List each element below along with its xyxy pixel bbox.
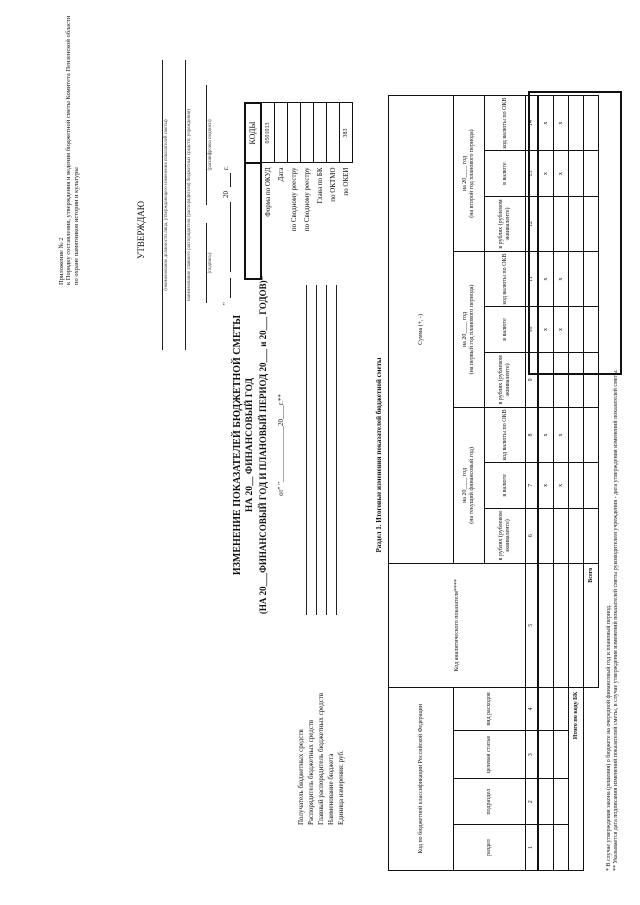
- header-vid: вид расходов: [454, 687, 526, 731]
- codes-table: [244, 102, 353, 280]
- vsego-row: [584, 96, 599, 871]
- x-cell: х: [554, 151, 569, 197]
- x-cell: х: [538, 407, 554, 462]
- p3-sub-okv: код валюты по ОКВ: [485, 96, 526, 151]
- codes-label-oktmo: по ОКТМО: [328, 167, 337, 202]
- label-unit: Единица измерения: руб.: [337, 750, 345, 825]
- appendix-line-1: Приложение № 2: [58, 237, 65, 285]
- header-period-1: [454, 407, 485, 563]
- col-num: 8: [526, 407, 539, 462]
- p3-sub-val: в валюте: [485, 151, 526, 197]
- budget-name-line: [336, 285, 337, 615]
- period-3-na: на 20____ год: [462, 155, 469, 192]
- approve-date-g: г.: [222, 166, 230, 170]
- manager-caption: наименование главного распорядителя (распорядителя) бюджетных средств; учреждения): [187, 109, 192, 301]
- footnote-2: ** Указывается дата подписания изменений показателей сметы, в случае утверждения изменений показателей сметы руководителем учреждения - дата утверждения изменений показателей сметы.: [612, 369, 619, 871]
- p1-sub-val: в валюте: [485, 462, 526, 508]
- decoding-caption: (расшифровка подписи): [208, 119, 213, 171]
- x-cell: х: [554, 307, 569, 353]
- itogo-row: [569, 96, 584, 871]
- period-2-desc: (на первый год планового периода): [469, 284, 475, 375]
- col-num: 1: [526, 825, 539, 871]
- col-num: 5: [526, 563, 539, 687]
- signature-caption: (подпись): [208, 252, 213, 274]
- col-num: 14: [526, 96, 539, 151]
- codes-value-registry-2: [301, 103, 314, 163]
- x-cell: х: [538, 151, 554, 197]
- vsego-label: Всего: [584, 563, 599, 687]
- codes-label-registry-2: по Сводному реестру: [302, 167, 311, 232]
- title-line-2: НА 20__ ФИНАНСОВЫЙ ГОД: [245, 377, 255, 513]
- approve-date-year: 20: [222, 191, 230, 198]
- x-cell: х: [538, 307, 554, 353]
- period-1-desc: (на текущий финансовый год): [469, 447, 475, 524]
- label-recipient: Получатель бюджетных средств: [297, 729, 305, 825]
- col-num: 4: [526, 687, 539, 731]
- table-row: [554, 96, 569, 871]
- p2-sub-val: в валюте: [485, 307, 526, 353]
- x-cell: х: [554, 252, 569, 307]
- approve-year-line: [230, 173, 231, 187]
- left-labels: [297, 625, 347, 825]
- approve-heading: УТВЕРЖДАЮ: [136, 201, 146, 260]
- appendix-line-2: к Порядку составления, утверждения и ведения бюджетной сметы Комитета Пензенской области: [65, 15, 73, 285]
- header-bk: Код по бюджетной классификации Российской Федерации: [389, 687, 454, 870]
- codes-label-bk: Глава по БК: [315, 167, 324, 204]
- section-title: Раздел 1. Итоговые изменения показателей бюджетной сметы: [375, 357, 383, 553]
- p3-sub-rub: в рублях (рублевом эквиваленте): [485, 197, 526, 252]
- codes-value-bk: [314, 103, 327, 163]
- col-num: 10: [526, 307, 539, 353]
- codes-value-okei: 383: [340, 103, 353, 163]
- col-num: 3: [526, 731, 539, 779]
- col-num: 12: [526, 197, 539, 252]
- col-num: 9: [526, 352, 539, 407]
- title-line-3: (НА 20___ФИНАНСОВЫЙ ГОД И ПЛАНОВЫЙ ПЕРИОД 20___ и 20___ ГОДОВ)*: [258, 275, 268, 615]
- footnote-1: * В случае утверждения закона (решения) о бюджете на очередной финансовый год и плановый период.: [606, 604, 612, 871]
- itogo-label: Итого по коду БК: [569, 687, 584, 870]
- col-num: 7: [526, 462, 539, 508]
- approve-month-line: [230, 202, 231, 272]
- period-3-desc: (на второй год планового периода): [469, 129, 475, 218]
- label-distributor: Распорядитель бюджетных средств: [307, 719, 315, 825]
- label-budget-name: Наименование бюджета: [327, 753, 335, 825]
- col-num: 6: [526, 508, 539, 563]
- column-numbers-row: [526, 96, 539, 871]
- col-num: 2: [526, 779, 539, 825]
- p2-sub-rub: в рублях (рублевом эквиваленте): [485, 352, 526, 407]
- period-2-na: на 20____ год: [462, 311, 469, 348]
- appendix-line-3: по охране памятников истории и культуры: [72, 167, 80, 285]
- main-distributor-line: [326, 285, 327, 615]
- codes-label-okei: по ОКЕИ: [341, 167, 350, 196]
- codes-label-okud: Форма по ОКУД: [264, 167, 273, 217]
- position-caption: (наименование должности лица, утверждающего изменения показателей сметы): [164, 119, 169, 291]
- position-line: [162, 60, 163, 350]
- x-cell: х: [554, 407, 569, 462]
- p1-sub-okv: код валюты по ОКВ: [485, 407, 526, 462]
- main-table: [388, 95, 599, 871]
- codes-header: КОДЫ: [245, 103, 261, 163]
- period-1-na: на 20____ год: [462, 467, 469, 503]
- header-period-3: [454, 96, 485, 252]
- header-razdel: раздел: [454, 825, 526, 871]
- col-num: 13: [526, 151, 539, 197]
- codes-label-registry-1: по Сводному реестру: [289, 167, 298, 232]
- distributor-line: [316, 285, 317, 615]
- decoding-line: [206, 85, 207, 205]
- x-cell: х: [554, 96, 569, 151]
- signature-line: [206, 223, 207, 303]
- header-analytic: Код аналитического показателя****: [389, 563, 526, 687]
- label-main-distributor: Главный распорядитель бюджетных средств: [317, 692, 325, 825]
- codes-label-date: Дата: [276, 167, 285, 182]
- p1-sub-rub: в рублях (рублевом эквиваленте): [485, 508, 526, 563]
- title-line-1: ИЗМЕНЕНИЕ ПОКАЗАТЕЛЕЙ БЮДЖЕТНОЙ СМЕТЫ: [232, 314, 243, 576]
- title-date-line: от" "________________20____г.**: [277, 394, 285, 496]
- approve-date-quote: ": [222, 302, 230, 305]
- manager-line: [185, 60, 186, 350]
- header-celevaya: целевая статья: [454, 731, 526, 779]
- header-period-2: [454, 252, 485, 408]
- header-summa: Сумма (+, -): [389, 96, 454, 564]
- codes-value-date: [275, 103, 288, 163]
- header-podrazdel: подраздел: [454, 779, 526, 825]
- col-num: 11: [526, 252, 539, 307]
- appendix-block: [58, 15, 80, 285]
- x-cell: х: [538, 462, 554, 508]
- table-row: [538, 96, 554, 871]
- x-cell: х: [538, 252, 554, 307]
- footnotes: [606, 91, 620, 871]
- x-cell: х: [538, 96, 554, 151]
- codes-value-okud: 0501013: [261, 103, 275, 163]
- codes-value-oktmo: [327, 103, 340, 163]
- p2-sub-okv: код валюты по ОКВ: [485, 252, 526, 307]
- recipient-line: [306, 285, 307, 615]
- codes-value-registry-1: [288, 103, 301, 163]
- approve-day-line: [230, 278, 231, 298]
- x-cell: х: [554, 462, 569, 508]
